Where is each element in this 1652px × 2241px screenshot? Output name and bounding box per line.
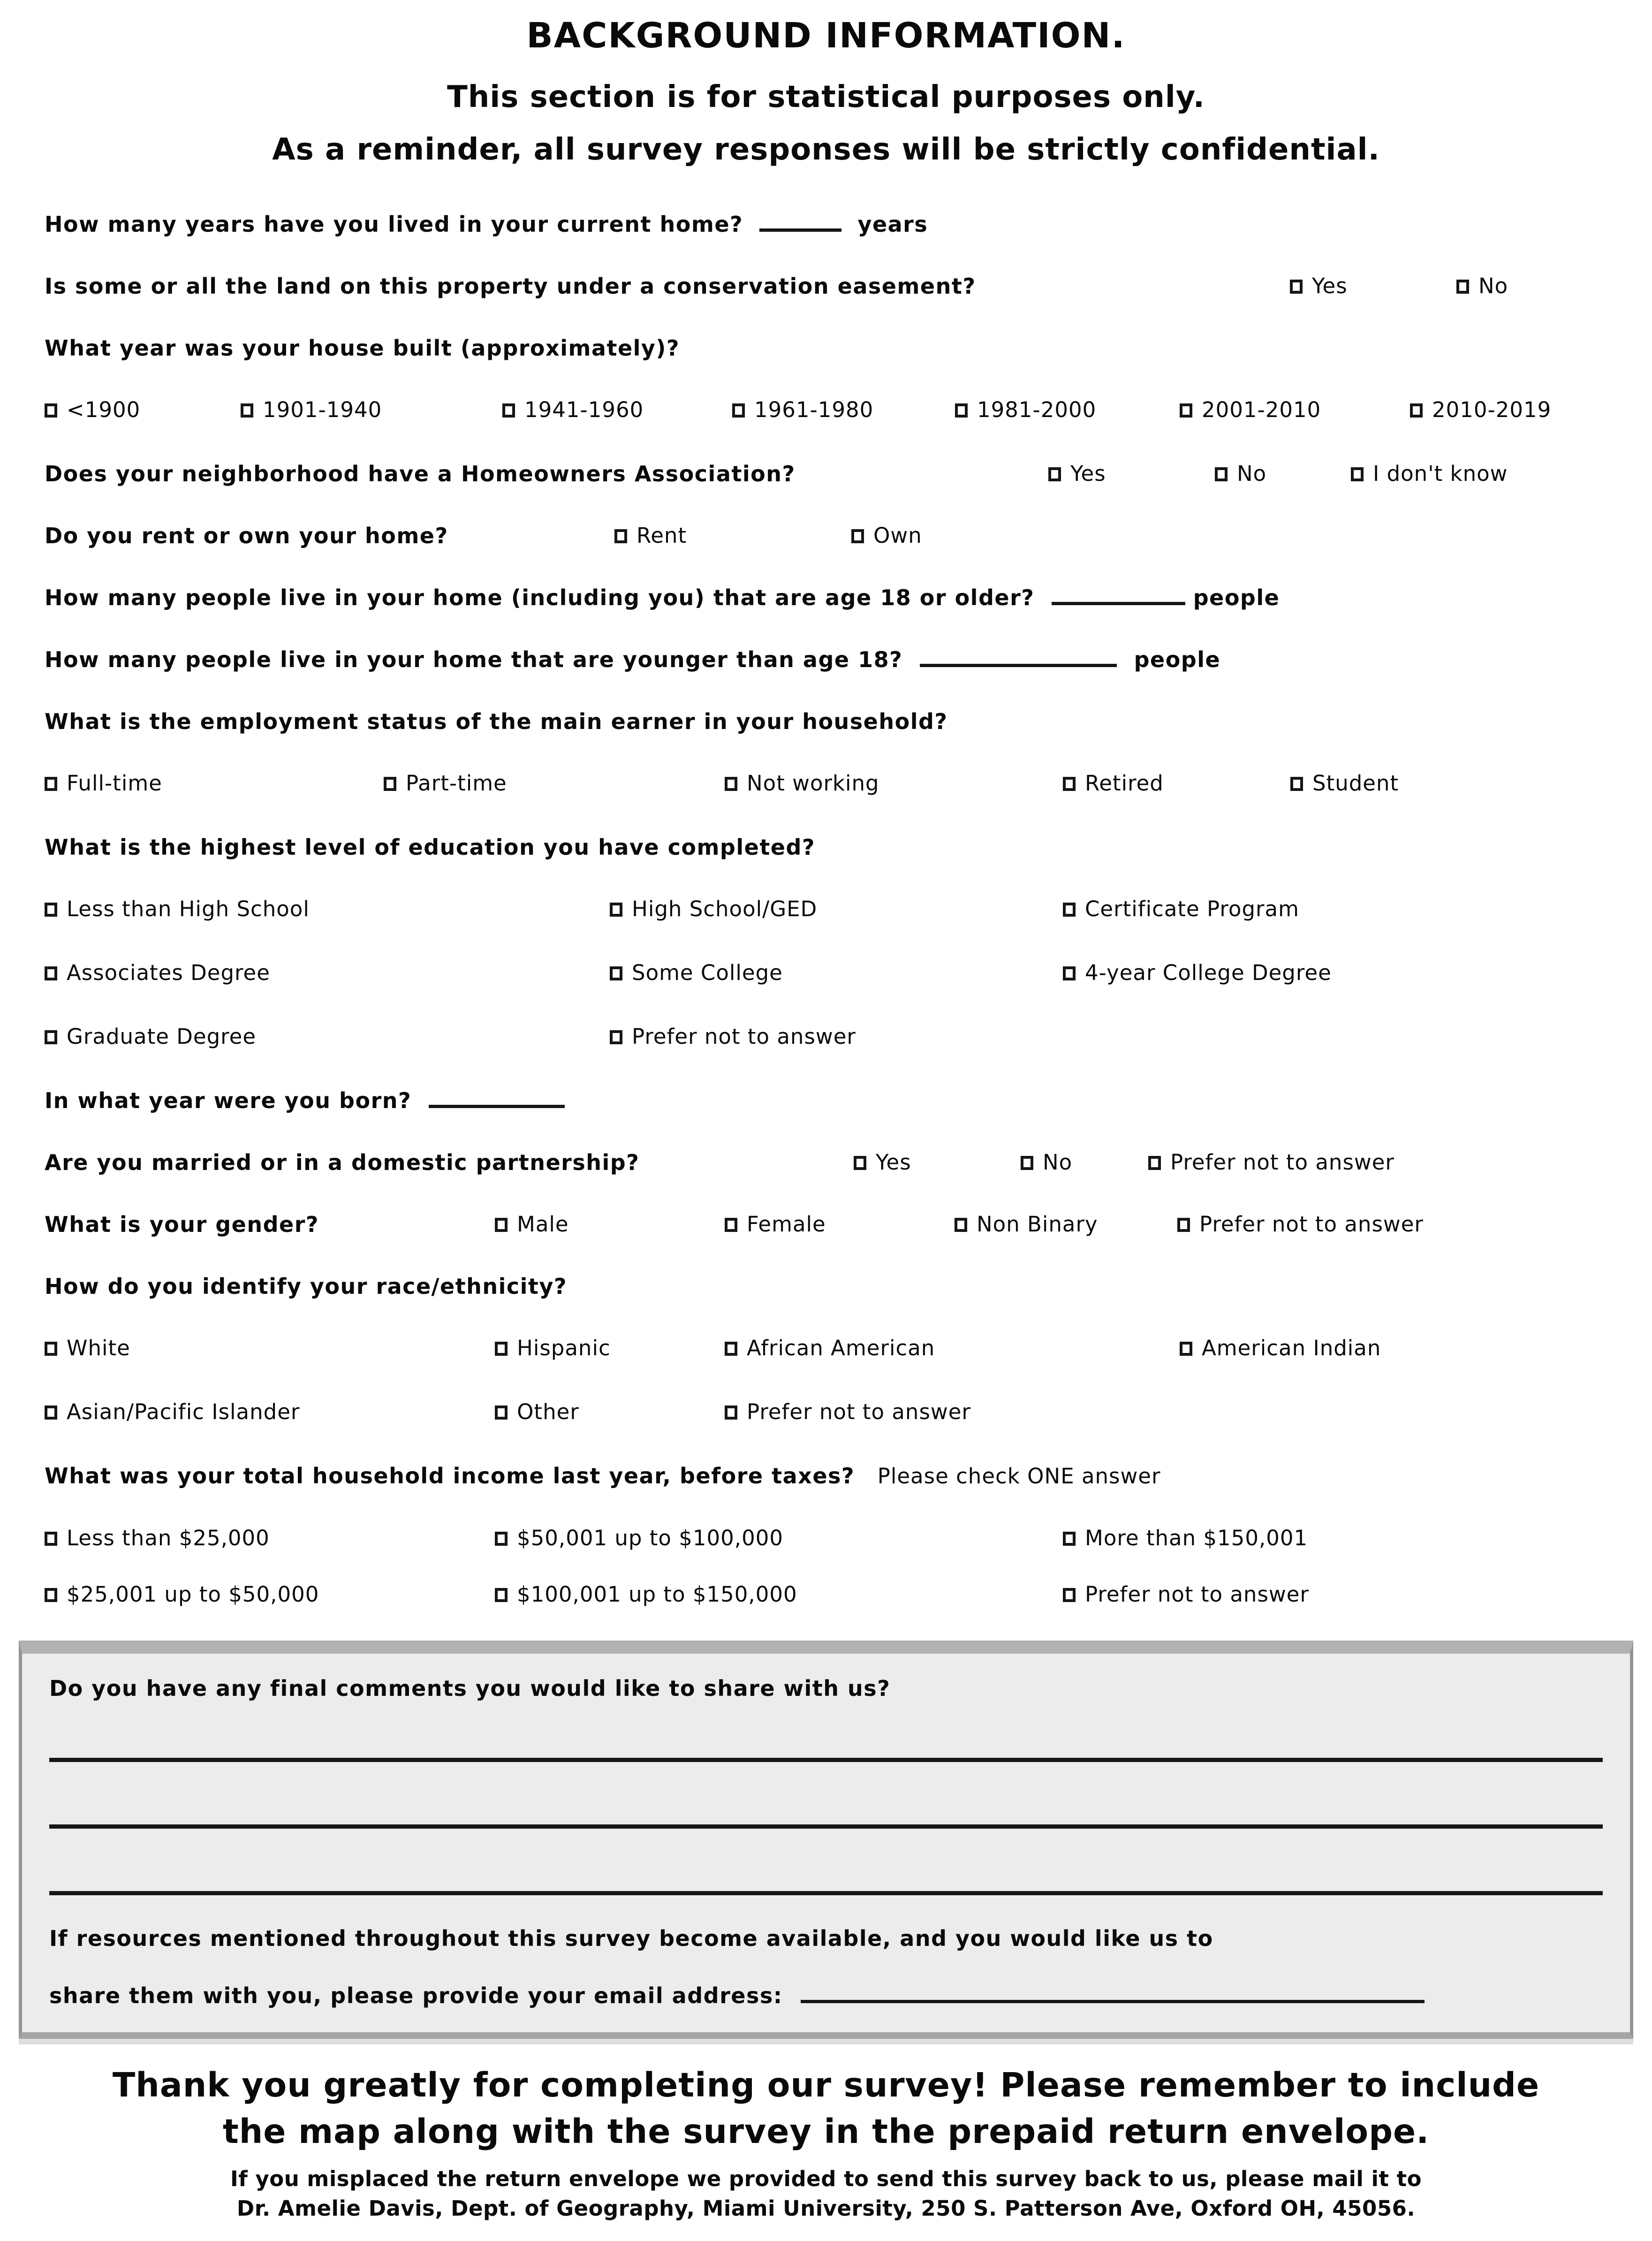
option-label: Hispanic <box>517 1336 611 1361</box>
option-hoa-no[interactable] <box>1215 460 1266 488</box>
option-label: 1941-1960 <box>524 397 644 423</box>
option-label: 1981-2000 <box>977 397 1097 423</box>
question-label: How many people live in your home that are younger than age 18? <box>45 647 903 673</box>
education-options-row-2 <box>45 959 1607 989</box>
option-label: Associates Degree <box>67 960 270 986</box>
option-income-prefer-not-answer[interactable] <box>1063 1580 1309 1609</box>
income-instruction: Please check ONE answer <box>877 1464 1161 1489</box>
income-options-row-1 <box>45 1524 1607 1554</box>
checkbox-icon[interactable] <box>1215 467 1228 481</box>
option-label: 2010-2019 <box>1432 397 1552 423</box>
option-label: Other <box>517 1399 579 1425</box>
option-own[interactable] <box>851 522 922 550</box>
year-built-options <box>45 396 1607 426</box>
option-associates-degree[interactable] <box>45 959 270 987</box>
checkbox-icon[interactable] <box>45 403 57 418</box>
question-easement <box>45 272 1607 300</box>
question-label: How do you identify your race/ethnicity? <box>45 1274 568 1299</box>
option-label: Female <box>747 1212 826 1237</box>
option-1981-2000[interactable] <box>955 396 1096 424</box>
question-years-lived <box>45 210 1607 238</box>
checkbox-icon[interactable] <box>955 1218 967 1232</box>
question-employment <box>45 707 1607 736</box>
option-50001-to-100000[interactable] <box>495 1524 783 1552</box>
option-label: Part-time <box>406 771 507 796</box>
option-gender-prefer-not-answer[interactable] <box>1177 1210 1424 1238</box>
comment-line-2[interactable] <box>49 1824 1603 1829</box>
subtitle-line-2: As a reminder, all survey responses will be strictly confidential. <box>272 132 1380 167</box>
question-income <box>45 1462 1607 1490</box>
checkbox-icon[interactable] <box>45 903 57 917</box>
question-label: What is the employment status of the main earner in your household? <box>45 709 948 735</box>
option-label: Prefer not to answer <box>632 1024 856 1049</box>
option-married-no[interactable] <box>1021 1148 1072 1177</box>
option-label: Yes <box>1312 273 1348 299</box>
option-label: No <box>1043 1150 1073 1175</box>
question-label: What is the highest level of education you have completed? <box>45 835 816 860</box>
question-married <box>45 1148 1607 1177</box>
option-label: Less than High School <box>67 896 310 922</box>
question-rent-own <box>45 522 1607 550</box>
option-label: Student <box>1312 771 1399 796</box>
option-full-time[interactable] <box>45 769 162 798</box>
option-2010-2019[interactable] <box>1410 396 1551 424</box>
option-label: Graduate Degree <box>67 1024 257 1049</box>
option-easement-yes[interactable] <box>1290 272 1348 300</box>
option-label: African American <box>747 1336 935 1361</box>
option-label: Rent <box>637 523 687 548</box>
email-prompt-line-2 <box>49 1982 1603 2010</box>
option-label: High School/GED <box>632 896 818 922</box>
option-4-year-college-degree[interactable] <box>1063 959 1332 987</box>
option-male[interactable] <box>495 1210 569 1238</box>
checkbox-icon[interactable] <box>45 777 57 791</box>
checkbox-icon[interactable] <box>1021 1156 1033 1170</box>
option-1901-1940[interactable] <box>241 396 382 424</box>
option-non-binary[interactable] <box>955 1210 1098 1238</box>
education-options-row-3 <box>45 1023 1607 1053</box>
option-label: Certificate Program <box>1085 896 1299 922</box>
question-label: In what year were you born? <box>45 1088 412 1114</box>
option-married-prefer-not-answer[interactable] <box>1148 1148 1394 1177</box>
option-label: American Indian <box>1202 1336 1381 1361</box>
years-lived-blank[interactable] <box>759 224 841 232</box>
people-suffix: people <box>1134 647 1221 673</box>
checkbox-icon[interactable] <box>610 903 622 917</box>
checkbox-icon[interactable] <box>1177 1218 1190 1232</box>
option-american-indian[interactable] <box>1180 1334 1381 1362</box>
option-label: Yes <box>876 1150 911 1175</box>
subtitle-line-1: This section is for statistical purposes only. <box>447 80 1205 115</box>
option-label: Less than $25,000 <box>67 1526 270 1551</box>
option-retired[interactable] <box>1063 769 1164 798</box>
question-label: Are you married or in a domestic partnership? <box>45 1150 640 1176</box>
question-label: What was your total household income last year, before taxes? <box>45 1463 855 1489</box>
question-label: Do you rent or own your home? <box>45 523 448 549</box>
question-label: Does your neighborhood have a Homeowners Association? <box>45 461 796 487</box>
option-label: Prefer not to answer <box>1199 1212 1424 1237</box>
checkbox-icon[interactable] <box>1351 467 1364 481</box>
option-label: Prefer not to answer <box>1085 1582 1309 1607</box>
checkbox-icon[interactable] <box>725 1405 737 1420</box>
option-education-prefer-not-answer[interactable] <box>610 1023 856 1051</box>
option-label: 1901-1940 <box>263 397 382 423</box>
checkbox-icon[interactable] <box>45 1342 57 1356</box>
thank-you-line-1: Thank you greatly for completing our survey! Please remember to include <box>112 2066 1540 2105</box>
option-pre-1900[interactable] <box>45 396 140 424</box>
employment-options <box>45 769 1607 799</box>
option-label: 2001-2010 <box>1202 397 1321 423</box>
option-label: No <box>1237 461 1267 486</box>
question-label: How many years have you lived in your current home? <box>45 212 743 237</box>
option-label: I don't know <box>1373 461 1508 486</box>
option-label: Yes <box>1070 461 1106 486</box>
education-options-row-1 <box>45 895 1607 925</box>
checkbox-icon[interactable] <box>1063 903 1076 917</box>
checkbox-icon[interactable] <box>955 403 968 418</box>
mailing-note-line-2: Dr. Amelie Davis, Dept. of Geography, Miami University, 250 S. Patterson Ave, Oxford OH, 45056. <box>236 2196 1416 2221</box>
mailing-note-line-1: If you misplaced the return envelope we provided to send this survey back to us, please mail it to <box>230 2166 1422 2191</box>
checkbox-icon[interactable] <box>495 1588 508 1602</box>
option-label: Own <box>873 523 922 548</box>
option-hoa-dont-know[interactable] <box>1351 460 1508 488</box>
people-suffix: people <box>1193 585 1280 611</box>
checkbox-icon[interactable] <box>725 1342 737 1356</box>
checkbox-icon[interactable] <box>1148 1156 1161 1170</box>
question-education <box>45 833 1607 861</box>
option-label: $25,001 up to $50,000 <box>67 1582 319 1607</box>
checkbox-icon[interactable] <box>1063 1588 1076 1602</box>
option-certificate-program[interactable] <box>1063 895 1299 923</box>
option-label: $50,001 up to $100,000 <box>517 1526 783 1551</box>
option-label: Prefer not to answer <box>1170 1150 1394 1175</box>
option-less-than-25000[interactable] <box>45 1524 270 1552</box>
question-label: How many people live in your home (including you) that are age 18 or older? <box>45 585 1035 611</box>
checkbox-icon[interactable] <box>384 777 396 791</box>
years-suffix: years <box>857 212 928 237</box>
option-african-american[interactable] <box>725 1334 935 1362</box>
income-options-row-2 <box>45 1580 1607 1610</box>
option-label: Full-time <box>67 771 162 796</box>
checkbox-icon[interactable] <box>45 966 57 980</box>
option-1941-1960[interactable] <box>502 396 644 424</box>
checkbox-icon[interactable] <box>1063 777 1076 791</box>
question-race-ethnicity <box>45 1272 1607 1300</box>
question-gender <box>45 1210 1607 1238</box>
checkbox-icon[interactable] <box>495 1342 508 1356</box>
option-25001-to-50000[interactable] <box>45 1580 319 1609</box>
checkbox-icon[interactable] <box>1063 1532 1076 1546</box>
option-more-than-150001[interactable] <box>1063 1524 1308 1552</box>
checkbox-icon[interactable] <box>1180 403 1192 418</box>
checkbox-icon[interactable] <box>1048 467 1061 481</box>
checkbox-icon[interactable] <box>1290 777 1303 791</box>
race-options-row-2 <box>45 1398 1607 1428</box>
option-label: Non Binary <box>977 1212 1098 1237</box>
option-student[interactable] <box>1290 769 1399 798</box>
option-label: 1961-1980 <box>754 397 874 423</box>
option-label: Not working <box>747 771 879 796</box>
option-other[interactable] <box>495 1398 579 1426</box>
question-hoa <box>45 460 1607 488</box>
question-minors-count <box>45 646 1607 674</box>
option-race-prefer-not-answer[interactable] <box>725 1398 971 1426</box>
checkbox-icon[interactable] <box>45 1405 57 1420</box>
option-graduate-degree[interactable] <box>45 1023 256 1051</box>
minors-count-blank[interactable] <box>920 659 1117 667</box>
checkbox-icon[interactable] <box>495 1218 508 1232</box>
option-part-time[interactable] <box>384 769 507 798</box>
checkbox-icon[interactable] <box>851 529 864 543</box>
option-label: Some College <box>632 960 783 986</box>
page-title: BACKGROUND INFORMATION. <box>526 15 1126 56</box>
option-label: Male <box>517 1212 569 1237</box>
checkbox-icon[interactable] <box>495 1532 508 1546</box>
checkbox-icon[interactable] <box>854 1156 866 1170</box>
race-options-row-1 <box>45 1334 1607 1364</box>
option-rent[interactable] <box>614 522 687 550</box>
adults-count-blank[interactable] <box>1052 597 1185 605</box>
option-asian-pacific-islander[interactable] <box>45 1398 300 1426</box>
comment-line-1[interactable] <box>49 1758 1603 1762</box>
email-prompt-text: share them with you, please provide your email address: <box>49 1983 783 2009</box>
birth-year-blank[interactable] <box>429 1100 565 1108</box>
checkbox-icon[interactable] <box>725 1218 737 1232</box>
checkbox-icon[interactable] <box>45 1532 57 1546</box>
checkbox-icon[interactable] <box>495 1405 508 1420</box>
question-label: Is some or all the land on this property under a conservation easement? <box>45 273 976 299</box>
question-label: What is your gender? <box>45 1212 319 1238</box>
checkbox-icon[interactable] <box>1180 1342 1192 1356</box>
question-label: What year was your house built (approximately)? <box>45 335 680 361</box>
option-hoa-yes[interactable] <box>1048 460 1106 488</box>
option-label: 4-year College Degree <box>1085 960 1332 986</box>
questions-section <box>0 210 1652 1610</box>
checkbox-icon[interactable] <box>610 1030 622 1044</box>
checkbox-icon[interactable] <box>1410 403 1423 418</box>
option-label: No <box>1478 273 1508 299</box>
option-label: More than $150,001 <box>1085 1526 1308 1551</box>
checkbox-icon[interactable] <box>241 403 253 418</box>
option-label: White <box>67 1336 130 1361</box>
comments-question: Do you have any final comments you would like to share with us? <box>49 1676 891 1702</box>
option-label: Asian/Pacific Islander <box>67 1399 300 1425</box>
option-easement-no[interactable] <box>1456 272 1508 300</box>
option-not-working[interactable] <box>725 769 879 798</box>
option-hispanic[interactable] <box>495 1334 611 1362</box>
option-female[interactable] <box>725 1210 826 1238</box>
checkbox-icon[interactable] <box>614 529 627 543</box>
question-adults-count <box>45 584 1607 612</box>
option-high-school-ged[interactable] <box>610 895 817 923</box>
checkbox-icon[interactable] <box>1290 280 1303 294</box>
checkbox-icon[interactable] <box>45 1588 57 1602</box>
option-some-college[interactable] <box>610 959 783 987</box>
question-year-built <box>45 334 1607 362</box>
comment-line-3[interactable] <box>49 1891 1603 1895</box>
checkbox-icon[interactable] <box>732 403 745 418</box>
option-less-than-high-school[interactable] <box>45 895 310 923</box>
option-white[interactable] <box>45 1334 130 1362</box>
checkbox-icon[interactable] <box>1456 280 1469 294</box>
comments-box <box>19 1641 1633 2039</box>
option-label: <1900 <box>67 397 141 423</box>
email-prompt-line-1: If resources mentioned throughout this survey become available, and you would like us to <box>49 1926 1213 1952</box>
thank-you-line-2: the map along with the survey in the prepaid return envelope. <box>222 2112 1430 2151</box>
checkbox-icon[interactable] <box>725 777 737 791</box>
option-100001-to-150000[interactable] <box>495 1580 797 1609</box>
checkbox-icon[interactable] <box>45 1030 57 1044</box>
option-2001-2010[interactable] <box>1180 396 1321 424</box>
checkbox-icon[interactable] <box>1063 966 1076 980</box>
question-birth-year <box>45 1086 1607 1115</box>
checkbox-icon[interactable] <box>610 966 622 980</box>
option-label: $100,001 up to $150,000 <box>517 1582 797 1607</box>
option-label: Prefer not to answer <box>747 1399 971 1425</box>
option-label: Retired <box>1085 771 1164 796</box>
email-address-blank[interactable] <box>801 1995 1425 2003</box>
checkbox-icon[interactable] <box>502 403 515 418</box>
option-married-yes[interactable] <box>854 1148 911 1177</box>
option-1961-1980[interactable] <box>732 396 873 424</box>
